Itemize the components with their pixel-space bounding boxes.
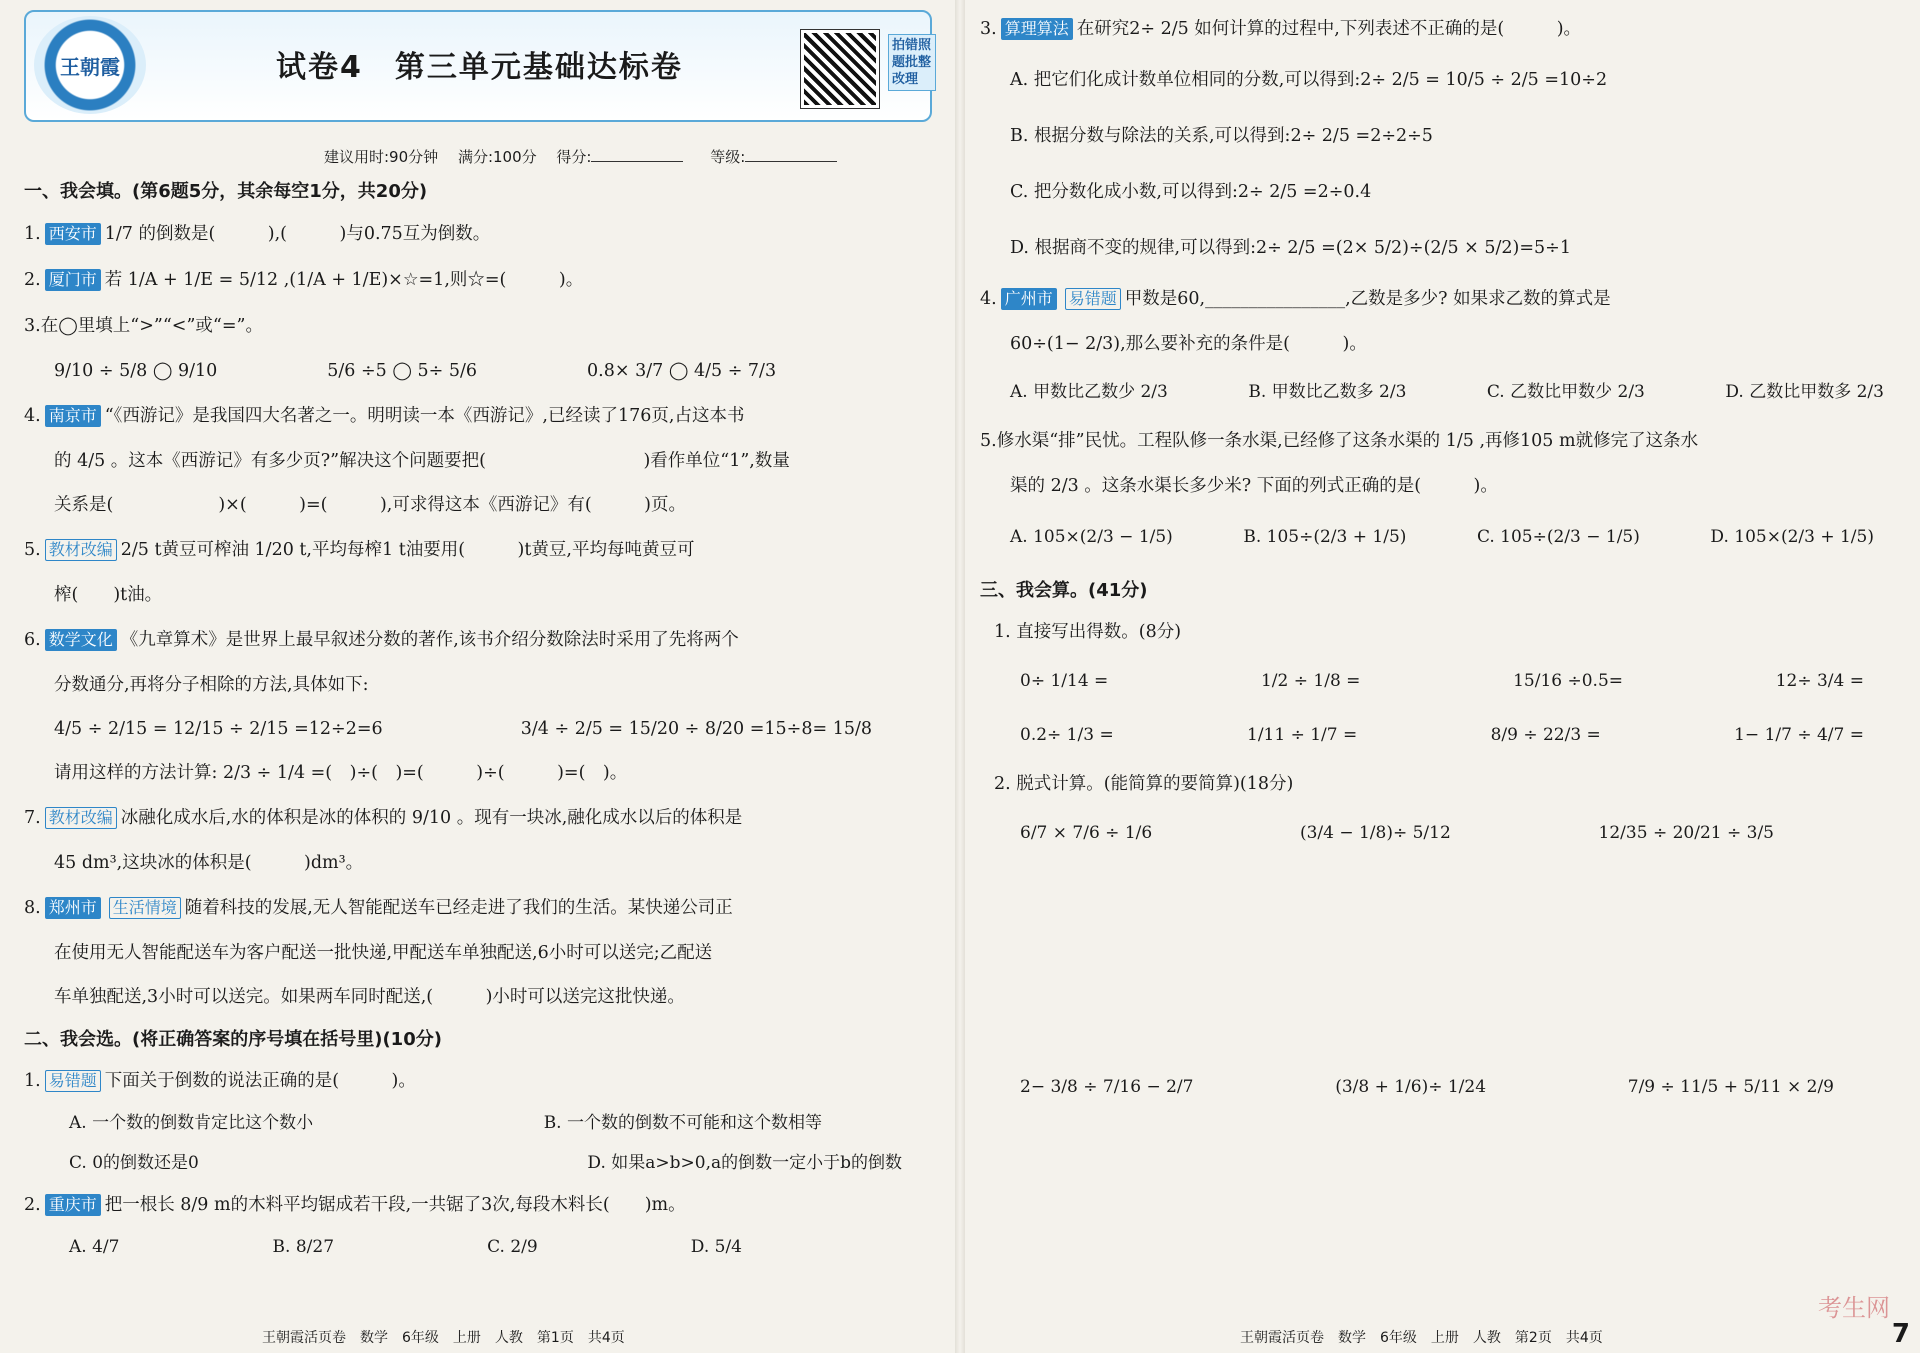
question-7-line-2: 45 dm³,这块冰的体积是( )dm³。	[54, 853, 364, 873]
right-footer: 王朝霞活页卷 数学 6年级 上册 人教 第2页 共4页	[1240, 1330, 1603, 1346]
qr-label: 拍错照题批整改理	[888, 34, 936, 91]
question-6-line-2: 分数通分,再将分子相除的方法,具体如下:	[54, 675, 369, 695]
calc-1-title: 1. 直接写出得数。(8分)	[994, 622, 1182, 642]
right-page	[960, 0, 1920, 1353]
calc-2-row-1: 6/7 × 7/6 ÷ 1/6 (3/4 − 1/8)÷ 5/12 12/35 ÷ 20/21 ÷ 3/5	[1020, 823, 1774, 843]
choice-2-options: A. 4/7 B. 8/27 C. 2/9 D. 5/4	[69, 1237, 742, 1257]
choice-5-options: A. 105×(2/3 − 1/5) B. 105÷(2/3 + 1/5) C. 105÷(2/3 − 1/5) D. 105×(2/3 + 1/5)	[1010, 527, 1874, 547]
question-4-line-2: 的 4/5 。这本《西游记》有多少页?”解决这个问题要把( )看作单位“1”,数量	[54, 451, 790, 471]
question-8-line-2: 在使用无人智能配送车为客户配送一批快递,甲配送车单独配送,6小时可以送完;乙配送	[54, 943, 713, 963]
choice-3-option-b: B. 根据分数与除法的关系,可以得到:2÷ 2/5 =2÷2÷5	[1010, 126, 1433, 146]
choice-3-option-a: A. 把它们化成计数单位相同的分数,可以得到:2÷ 2/5 = 10/5 ÷ 2/5 =10÷2	[1010, 70, 1608, 90]
question-6-line-3: 请用这样的方法计算: 2/3 ÷ 1/4 =( )÷( )=( )÷( )=( )。	[54, 763, 628, 783]
choice-4-options: A. 甲数比乙数少 2/3 B. 甲数比乙数多 2/3 C. 乙数比甲数少 2/3 D. 乙数比甲数多 2/3	[1010, 382, 1884, 402]
calc-1-row-2: 0.2÷ 1/3 = 1/11 ÷ 1/7 = 8/9 ÷ 22/3 = 1− 1/7 ÷ 4/7 =	[1020, 725, 1864, 745]
choice-3-option-d: D. 根据商不变的规律,可以得到:2÷ 2/5 =(2× 5/2)÷(2/5 × 5/2)=5÷1	[1010, 238, 1571, 258]
choice-4-line-2: 60÷(1− 2/3),那么要补充的条件是( )。	[1010, 334, 1367, 354]
question-6: 6. 数学文化 《九章算术》是世界上最早叙述分数的著作,该书介绍分数除法时采用了先将两个	[24, 630, 739, 650]
question-4: 4. 南京市 “《西游记》是我国四大名著之一。明明读一本《西游记》,已经读了176页,占这本书	[24, 406, 745, 426]
score-blank[interactable]	[591, 161, 683, 162]
choice-5-line-2: 渠的 2/3 。这条水渠长多少米? 下面的列式正确的是( )。	[1010, 476, 1498, 496]
paper-header	[24, 10, 932, 122]
question-6-examples: 4/5 ÷ 2/15 = 12/15 ÷ 2/15 =12÷2=6 3/4 ÷ 2/5 = 15/20 ÷ 8/20 =15÷8= 15/8	[54, 719, 872, 739]
calc-1-row-1: 0÷ 1/14 = 1/2 ÷ 1/8 = 15/16 ÷0.5= 12÷ 3/4 =	[1020, 671, 1864, 691]
section-3-title: 三、我会算。(41分)	[980, 580, 1148, 601]
calc-2-row-2: 2− 3/8 ÷ 7/16 − 2/7 (3/8 + 1/6)÷ 1/24 7/9 ÷ 11/5 + 5/11 × 2/9	[1020, 1077, 1834, 1097]
choice-1-options-row-2: C. 0的倒数还是0 D. 如果a>b>0,a的倒数一定小于b的倒数	[69, 1153, 902, 1173]
left-footer: 王朝霞活页卷 数学 6年级 上册 人教 第1页 共4页	[262, 1330, 625, 1346]
question-5-line-2: 榨( )t油。	[54, 585, 163, 605]
choice-5: 5.修水渠“排”民忧。工程队修一条水渠,已经修了这条水渠的 1/5 ,再修105 m就修完了这条水	[980, 431, 1699, 451]
choice-2: 2. 重庆市 把一根长 8/9 m的木料平均锯成若干段,一共锯了3次,每段木料长( )m。	[24, 1195, 686, 1215]
grade-blank[interactable]	[745, 161, 837, 162]
calc-2-title: 2. 脱式计算。(能简算的要简算)(18分)	[994, 774, 1294, 794]
watermark-logo: 考生网	[1818, 1294, 1890, 1322]
question-8-line-3: 车单独配送,3小时可以送完。如果两车同时配送,( )小时可以送完这批快递。	[54, 987, 685, 1007]
exam-meta: 建议用时:90分钟 满分:100分 得分: 等级:	[324, 146, 932, 167]
question-5: 5. 教材改编 2/5 t黄豆可榨油 1/20 t,平均每榨1 t油要用( )t黄豆,平均每吨黄豆可	[24, 540, 695, 560]
choice-1: 1. 易错题 下面关于倒数的说法正确的是( )。	[24, 1071, 416, 1091]
question-8: 8. 郑州市 生活情境 随着科技的发展,无人智能配送车已经走进了我们的生活。某快递公司正	[24, 898, 733, 918]
choice-3-option-c: C. 把分数化成小数,可以得到:2÷ 2/5 =2÷0.4	[1010, 182, 1372, 202]
paper-title: 试卷4 第三单元基础达标卷	[276, 50, 683, 85]
choice-3: 3. 算理算法 在研究2÷ 2/5 如何计算的过程中,下列表述不正确的是( )。	[980, 19, 1582, 39]
page-number: 7	[1891, 1319, 1910, 1349]
question-7: 7. 教材改编 冰融化成水后,水的体积是冰的体积的 9/10 。现有一块冰,融化成水以后的体积是	[24, 808, 743, 828]
brand-logo-icon: 王朝霞	[34, 16, 146, 114]
section-1-title: 一、我会填。(第6题5分，其余每空1分，共20分)	[24, 181, 428, 202]
question-3: 3.在◯里填上“>”“<”或“=”。	[24, 316, 263, 336]
qr-code-icon[interactable]	[801, 30, 879, 108]
question-4-line-3: 关系是( )×( )=( ),可求得这本《西游记》有( )页。	[54, 495, 687, 515]
choice-1-options-row-1: A. 一个数的倒数肯定比这个数小 B. 一个数的倒数不可能和这个数相等	[69, 1113, 822, 1133]
question-1: 1. 西安市 1/7 的倒数是( ),( )与0.75互为倒数。	[24, 224, 491, 244]
choice-4: 4. 广州市 易错题 甲数是60,________________,乙数是多少? 如果求乙数的算式是	[980, 289, 1611, 309]
question-3-items: 9/10 ÷ 5/8 ◯ 9/10 5/6 ÷5 ◯ 5÷ 5/6 0.8× 3/7 ◯ 4/5 ÷ 7/3	[54, 361, 777, 381]
question-2: 2. 厦门市 若 1/A + 1/E = 5/12 ,(1/A + 1/E)×☆=1,则☆=( )。	[24, 270, 584, 290]
section-2-title: 二、我会选。(将正确答案的序号填在括号里)(10分)	[24, 1029, 442, 1050]
